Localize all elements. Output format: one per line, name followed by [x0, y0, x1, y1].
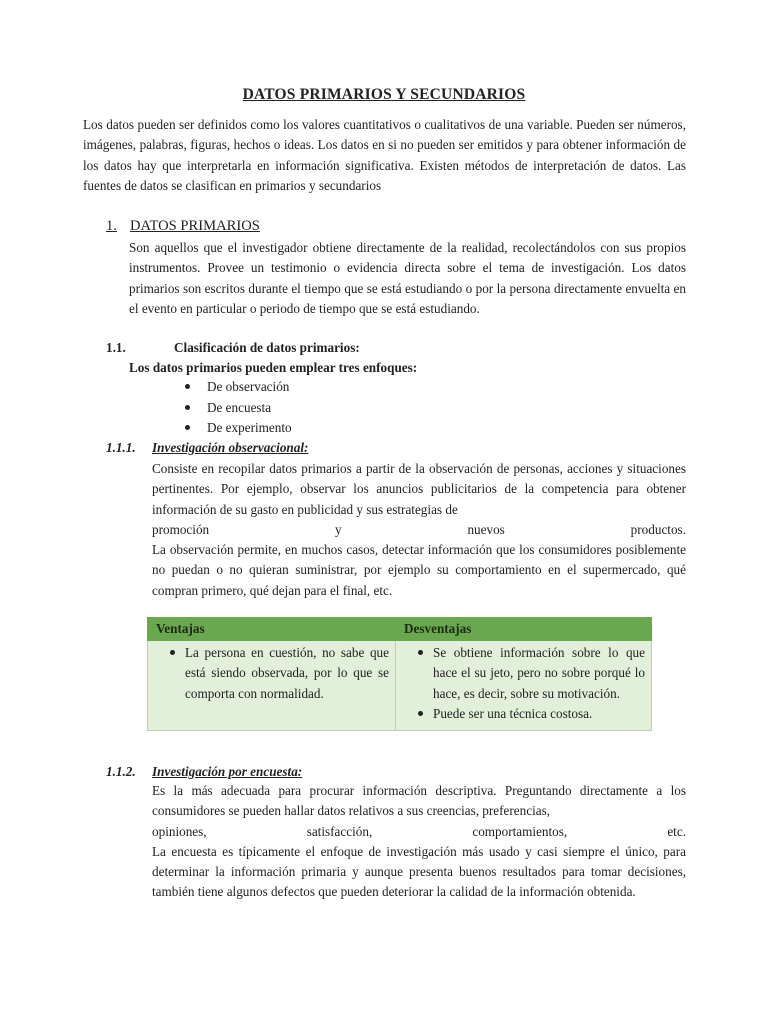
list-item: De encuesta — [184, 398, 292, 419]
observacional-text — [152, 459, 686, 601]
heading-investigacion-observacional — [106, 440, 308, 456]
subsection-heading-clasificacion — [106, 340, 360, 356]
ventajas-list — [156, 643, 389, 704]
heading-number: 1.1.2. — [106, 764, 136, 779]
ventajas-cell — [148, 641, 396, 731]
encuesta-paragraph-2: La encuesta es típicamente el enfoque de investigación más usado y casi siempre el único, para determinar la información primaria y aunque presenta buenos resultados para tomar decisiones, también tiene algunos defectos que pueden deteriorar la calidad de la información obtenida. — [152, 843, 686, 900]
list-item: Se obtiene información sobre lo que hace el su jeto, pero no sobre porqué lo hace, es decir, sobre su motivación. — [404, 643, 645, 704]
desventajas-list — [404, 643, 645, 724]
heading-title: Investigación observacional: — [152, 440, 309, 455]
desventajas-header: Desventajas — [396, 618, 652, 641]
intro-paragraph: Los datos pueden ser definidos como los valores cuantitativos o cualitativos de una variable. Pueden ser números, imágenes, palabras, figuras, hechos o ideas. Los datos en si no pueden ser emitidos y para obtener información de los datos hay que interpretarla en información significativa. Existen métodos de interpretación de datos. Las fuentes de datos se clasifican en primarios y secundarios — [83, 117, 686, 193]
list-item: De observación — [184, 377, 292, 398]
encuesta-paragraph-1-last-line: opiniones, satisfacción, comportamientos, etc. — [152, 823, 686, 839]
datos-primarios-paragraph: Son aquellos que el investigador obtiene directamente de la realidad, recolectándolos con sus propios instrumentos. Provee un testimonio o evidencia directa sobre el tema de investigación. Los datos primarios son escritos durante el tiempo que se está estudiando o por la persona directamente envuelta en el evento en particular o periodo de tiempo que se está estudiando. — [129, 240, 686, 316]
encuesta-paragraph-1: Es la más adecuada para procurar información descriptiva. Preguntando directamente a los consumidores se pueden hallar datos relativos a sus creencias, preferencias, — [152, 783, 686, 819]
table-row — [148, 641, 652, 731]
section-title: DATOS PRIMARIOS — [130, 218, 260, 234]
desventajas-cell — [396, 641, 652, 731]
subsection-number: 1.1. — [106, 340, 126, 355]
page-title: DATOS PRIMARIOS Y SECUNDARIOS — [242, 86, 526, 103]
observacional-paragraph-2: La observación permite, en muchos casos, detectar información que los consumidores posiblemente no puedan o no quieran suministrar, por ejemplo su comportamiento en el supermercado, qué compran primero, qué dejan para el final, etc. — [152, 542, 686, 598]
section-heading-datos-primarios — [106, 218, 260, 235]
heading-number: 1.1.1. — [106, 440, 136, 455]
ventajas-desventajas-table — [147, 617, 652, 731]
ventajas-header: Ventajas — [148, 618, 396, 641]
list-item: Puede ser una técnica costosa. — [404, 704, 645, 724]
heading-investigacion-encuesta — [106, 764, 302, 780]
list-item: De experimento — [184, 418, 292, 439]
subsection-title: Clasificación de datos primarios: — [174, 340, 360, 355]
observacional-paragraph-1: Consiste en recopilar datos primarios a partir de la observación de personas, acciones y situaciones pertinentes. Por ejemplo, observar los anuncios publicitarios de la competencia para obtener información de su gasto en publicidad y sus estrategias de — [152, 461, 686, 517]
enfoques-list — [184, 377, 292, 439]
table-header-row — [148, 618, 652, 641]
encuesta-text — [152, 781, 686, 903]
enfoques-lead: Los datos primarios pueden emplear tres enfoques: — [129, 360, 418, 375]
observacional-paragraph-1-last-line: promoción y nuevos productos. — [152, 521, 686, 537]
section-number: 1. — [106, 218, 117, 234]
heading-title: Investigación por encuesta: — [152, 764, 303, 779]
list-item: La persona en cuestión, no sabe que está siendo observada, por lo que se comporta con normalidad. — [156, 643, 389, 704]
